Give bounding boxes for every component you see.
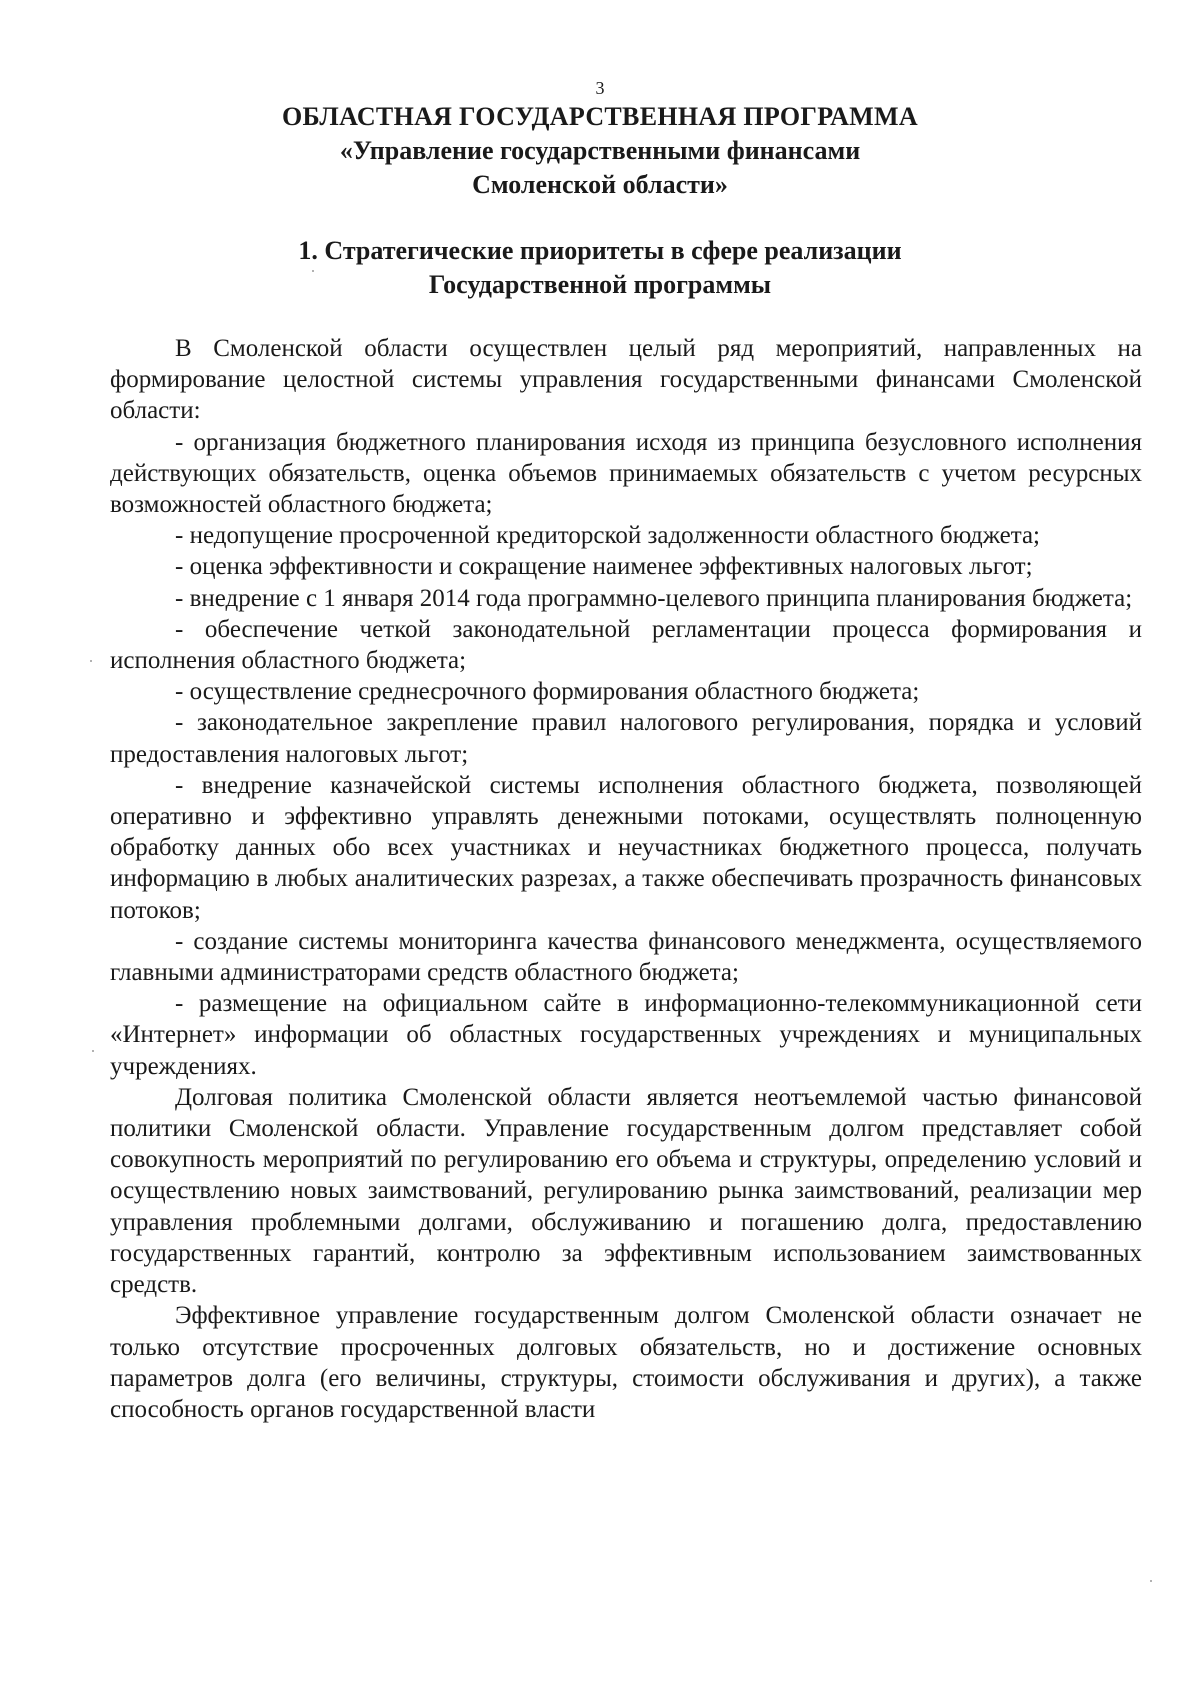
- scan-speck: [312, 270, 314, 272]
- list-item-legislative-regulation: - обеспечение четкой законодательной регламентации процесса формирования и исполнения областного бюджета;: [110, 615, 1142, 675]
- list-item-internet-publication: - размещение на официальном сайте в информационно-телекоммуникационной сети «Интернет» информации об областных государственных учреждениях и муниципальных учреждениях.: [110, 990, 1142, 1080]
- list-item-program-target-principle: - внедрение с 1 января 2014 года программно-целевого принципа планирования бюджета;: [175, 584, 1133, 612]
- list-item-medium-term-budget: - осуществление среднесрочного формирования областного бюджета;: [175, 678, 920, 706]
- paragraph-debt-policy: Долговая политика Смоленской области является неотъемлемой частью финансовой политики Смоленской области. Управление государственным долгом представляет собой совокупность мероприятий по регулированию его объема и структуры, определению условий и осуществлению новых заимствований, регулированию рынка заимствований, реализации мер управления проблемными долгами, обслуживанию и погашению долга, предоставлению государственных гарантий, контролю за эффективным использованием заимствованных средств.: [110, 1083, 1142, 1299]
- paragraph-intro: В Смоленской области осуществлен целый ряд мероприятий, направленных на формирование целостной системы управления государственными финансами Смоленской области:: [110, 335, 1142, 425]
- list-item-financial-monitoring: - создание системы мониторинга качества финансового менеджмента, осуществляемого главными администраторами средств областного бюджета;: [110, 927, 1142, 987]
- section-heading: [0, 234, 1200, 302]
- list-item-budget-planning: - организация бюджетного планирования исходя из принципа безусловного исполнения действующих обязательств, оценка объемов принимаемых обязательств с учетом ресурсных возможностей областного бюджета;: [110, 428, 1142, 519]
- list-item-no-overdue-debt: - недопущение просроченной кредиторской задолженности областного бюджета;: [175, 522, 1041, 550]
- program-title-line-3: Смоленской области»: [472, 170, 728, 199]
- scan-speck: [92, 1050, 94, 1052]
- list-item-treasury-system: - внедрение казначейской системы исполнения областного бюджета, позволяющей оперативно и эффективно управлять денежными потоками, осуществлять полноценную обработку данных обо всех участниках и неучастниках бюджетного процесса, получать информацию в любых аналитических разрезах, а также обеспечивать прозрачность финансовых потоков;: [110, 771, 1142, 924]
- list-item-tax-benefits-evaluation: - оценка эффективности и сокращение наименее эффективных налоговых льгот;: [175, 553, 1033, 581]
- scan-speck: [1150, 1580, 1152, 1582]
- program-title-line-2: «Управление государственными финансами: [339, 136, 861, 165]
- scan-speck: [90, 660, 92, 662]
- program-title: [0, 100, 1200, 202]
- list-item-tax-regulation-rules: - законодательное закрепление правил налогового регулирования, порядка и условий предоставления налоговых льгот;: [110, 709, 1142, 768]
- program-title-line-1: ОБЛАСТНАЯ ГОСУДАРСТВЕННАЯ ПРОГРАММА: [282, 102, 918, 131]
- section-heading-line-2: Государственной программы: [428, 270, 772, 299]
- body-text: [110, 333, 1142, 1425]
- section-heading-line-1: 1. Стратегические приоритеты в сфере реализации: [298, 236, 902, 265]
- page-number: 3: [595, 78, 605, 98]
- paragraph-debt-management: Эффективное управление государственным долгом Смоленской области означает не только отсутствие просроченных долговых обязательств, но и достижение основных параметров долга (его величины, структуры, стоимости обслуживания и других), а также способность органов государственной власти: [110, 1302, 1142, 1423]
